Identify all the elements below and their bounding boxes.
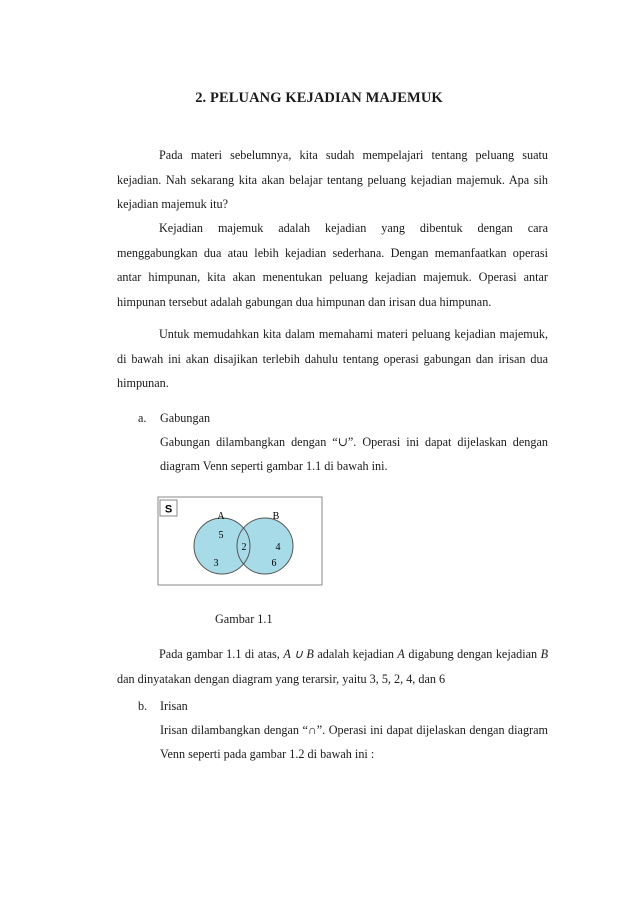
list-marker-b: b.	[138, 699, 148, 713]
union-text-3: digabung dengan kejadian	[408, 647, 538, 661]
paragraph-intro: Pada materi sebelumnya, kita sudah mempelajari tentang peluang suatu kejadian. Nah sekarang kita akan belajar tentang peluang kejadian majemuk. Apa sih kejadian majemuk itu?	[117, 148, 548, 211]
math-b: B	[540, 647, 549, 661]
figure-caption: Gambar 1.1	[215, 612, 273, 626]
union-text-2: adalah kejadian	[317, 647, 394, 661]
list-text-irisan: Irisan dilambangkan dengan “∩”. Operasi ini dapat dijelaskan dengan diagram Venn seperti pada gambar 1.2 di bawah ini :	[160, 723, 548, 761]
set-b-label: B	[272, 511, 280, 522]
set-a-element: 3	[213, 558, 219, 569]
list-title-irisan: Irisan	[160, 699, 188, 713]
math-a-union-b: A ∪ B	[283, 647, 314, 661]
union-text-1: Pada gambar 1.1 di atas,	[159, 647, 280, 661]
venn-diagram-union	[157, 496, 323, 586]
set-b-element: 4	[275, 542, 281, 553]
math-a: A	[397, 647, 405, 661]
section-title: 2. PELUANG KEJADIAN MAJEMUK	[195, 90, 443, 106]
list-title-gabungan: Gabungan	[160, 411, 211, 425]
intersection-element: 2	[241, 542, 247, 553]
list-marker-a: a.	[138, 411, 147, 425]
paragraph-operations: Untuk memudahkan kita dalam memahami materi peluang kejadian majemuk, di bawah ini akan disajikan terlebih dahulu tentang operasi gabungan dan irisan dua himpunan.	[117, 327, 548, 390]
paragraph-union-explanation	[117, 642, 548, 691]
set-b-element: 6	[271, 558, 277, 569]
set-a-element: 5	[218, 530, 224, 541]
paragraph-definition: Kejadian majemuk adalah kejadian yang dibentuk dengan cara menggabungkan dua atau lebih kejadian sederhana. Dengan memanfaatkan operasi antar himpunan, kita akan menentukan peluang kejadian majemuk. Operasi antar himpunan tersebut adalah gabungan dua himpunan dan irisan dua himpunan.	[117, 221, 548, 309]
universe-label: S	[164, 503, 173, 516]
set-a-label: A	[217, 511, 225, 522]
union-text-4: dan dinyatakan dengan diagram yang terarsir, yaitu 3, 5, 2, 4, dan 6	[117, 671, 446, 686]
list-text-gabungan: Gabungan dilambangkan dengan “∪”. Operasi ini dapat dijelaskan dengan diagram Venn seperti gambar 1.1 di bawah ini.	[160, 435, 548, 473]
